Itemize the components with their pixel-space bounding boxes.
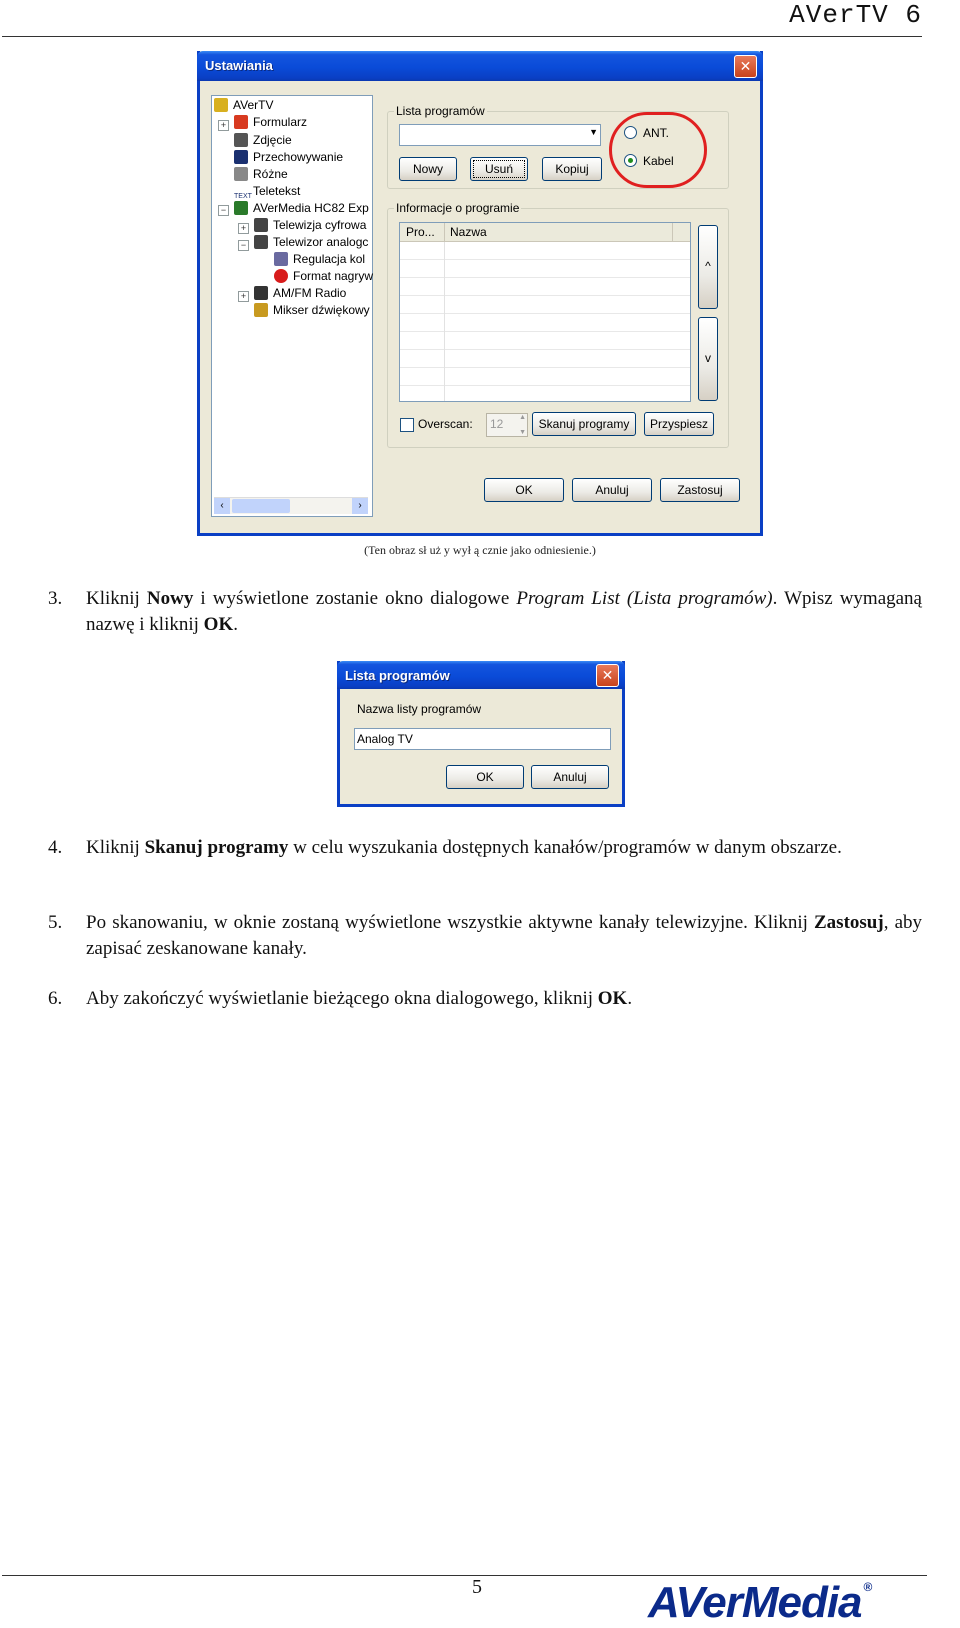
program-table[interactable] (399, 222, 691, 402)
copy-button[interactable]: Kopiuj (542, 157, 602, 181)
scroll-thumb[interactable] (232, 499, 290, 513)
avertv-icon (214, 98, 228, 112)
tree-item-device[interactable] (234, 201, 369, 218)
bold-new: Nowy (146, 588, 194, 609)
table-column-line (444, 242, 445, 402)
tree-item-radio[interactable] (254, 286, 346, 303)
footer-rule (2, 1575, 927, 1576)
overscan-value: 12 (490, 417, 504, 431)
tree-label: Zdjęcie (253, 133, 292, 147)
collapse-icon[interactable]: − (218, 205, 229, 216)
close-icon[interactable]: ✕ (596, 664, 619, 687)
logo-text: AVerMedia (648, 1578, 862, 1627)
text-run: Aby zakończyć wyświetlanie bieżącego okna dialogowego, kliknij (86, 988, 598, 1009)
tree-label: Różne (253, 167, 288, 181)
page-header-title: AVerTV 6 (789, 0, 922, 30)
tree-item-digital-tv[interactable] (254, 218, 366, 235)
teletext-icon: TEXT (234, 193, 252, 200)
step-number: 5. (48, 912, 63, 933)
step-5 (48, 910, 922, 962)
text-run: Kliknij (86, 588, 147, 609)
radio-cable-label: Kabel (643, 154, 674, 168)
delete-button[interactable]: Usuń (470, 157, 528, 181)
scroll-left-icon[interactable]: ‹ (214, 498, 230, 514)
tree-item-mixer[interactable] (254, 303, 370, 320)
italic-program-list: Program List (Lista programów) (516, 588, 773, 609)
text-run: Po skanowaniu, w oknie zostaną wyświetlone wszystkie aktywne kanały telewizyjne. Kliknij (86, 912, 814, 933)
spin-up-icon[interactable]: ▲ (519, 414, 526, 421)
camera-icon (234, 133, 248, 147)
dialog-cancel-button[interactable]: Anuluj (531, 765, 609, 789)
table-header (400, 223, 690, 242)
text-run: . Wpisz wymaganą nazwę i kliknij (86, 588, 922, 635)
name-input-value: Analog TV (357, 732, 413, 746)
tree-item-teletext[interactable] (234, 184, 300, 201)
step-number: 6. (48, 988, 63, 1009)
step-text (86, 910, 922, 962)
radio-icon (254, 286, 268, 300)
tree-item-color[interactable] (274, 252, 365, 269)
registered-mark: ® (863, 1580, 872, 1594)
color-adjust-icon (274, 252, 288, 266)
figure-caption: (Ten obraz sł uż y wył ą cznie jako odniesienie.) (364, 543, 596, 557)
step-number: 3. (48, 588, 63, 609)
text-run: . (233, 614, 238, 635)
text-run: , aby zapisać zeskanowane kanały. (86, 912, 922, 959)
move-down-button[interactable]: v (698, 317, 718, 401)
name-label: Nazwa listy programów (357, 702, 482, 716)
spin-down-icon[interactable]: ▼ (519, 429, 526, 436)
tree-item-analog-tv[interactable] (254, 235, 368, 252)
tree-label: Regulacja kol (293, 252, 366, 266)
step-text (86, 835, 922, 861)
expand-icon[interactable]: + (218, 120, 229, 131)
step-3 (48, 586, 922, 638)
column-separator[interactable] (672, 223, 673, 241)
header-rule (2, 36, 922, 37)
form-icon (234, 115, 248, 129)
step-4 (48, 835, 922, 861)
text-run: w celu wyszukania dostępnych kanałów/programów w danym obszarze. (288, 837, 842, 858)
disk-icon (234, 150, 248, 164)
dialog-ok-button[interactable]: OK (446, 765, 524, 789)
move-up-button[interactable]: ^ (698, 225, 718, 309)
column-header-name[interactable]: Nazwa (450, 225, 487, 239)
tree-label: Telewizja cyfrowa (273, 218, 367, 232)
new-button[interactable]: Nowy (399, 157, 457, 181)
tree-label: Format nagryw (293, 269, 374, 283)
settings-title: Ustawiania (205, 58, 273, 73)
close-icon[interactable]: ✕ (734, 55, 757, 78)
program-info-legend: Informacje o programie (396, 201, 520, 215)
bold-ok: OK (203, 614, 234, 635)
bold-scan: Skanuj programy (144, 837, 289, 858)
settings-titlebar (197, 51, 763, 81)
step-text (86, 586, 922, 638)
step-text (86, 986, 922, 1012)
ok-button[interactable]: OK (484, 478, 564, 502)
scan-programs-button[interactable]: Skanuj programy (532, 412, 636, 436)
program-list-legend: Lista programów (396, 104, 485, 118)
speed-up-button[interactable]: Przyspiesz (644, 412, 714, 436)
scroll-right-icon[interactable]: › (352, 498, 368, 514)
step-number: 4. (48, 837, 63, 858)
dialog-title: Lista programów (345, 668, 450, 683)
radio-ant-label: ANT. (643, 126, 670, 140)
tree-item-record-format[interactable] (274, 269, 373, 286)
overscan-label: Overscan: (418, 417, 473, 431)
text-run: i wyświetlone zostanie okno dialogowe (193, 588, 517, 609)
expand-icon[interactable]: + (238, 223, 249, 234)
tree-label: AVerTV (233, 98, 274, 112)
name-input[interactable] (354, 728, 611, 750)
tree-item-photo[interactable] (234, 133, 292, 150)
bold-ok: OK (597, 988, 628, 1009)
cancel-button[interactable]: Anuluj (572, 478, 652, 502)
chevron-down-icon[interactable]: ▼ (589, 127, 598, 137)
overscan-spinner[interactable] (486, 413, 528, 437)
tree-label: Formularz (253, 115, 308, 129)
highlight-circle (609, 112, 707, 188)
overscan-checkbox[interactable] (400, 418, 414, 432)
settings-window (197, 51, 763, 536)
avermedia-logo (648, 1578, 871, 1628)
page-number: 5 (472, 1576, 482, 1598)
tree-label: Przechowywanie (253, 150, 344, 164)
dialog-titlebar (337, 661, 625, 689)
tree-label: Telewizor analogc (273, 235, 369, 249)
text-run: Kliknij (86, 837, 145, 858)
tree-label: AM/FM Radio (273, 286, 347, 300)
expand-icon[interactable]: + (238, 291, 249, 302)
column-header-pro[interactable]: Pro... (406, 225, 435, 239)
tv-icon (254, 218, 268, 232)
record-icon (274, 269, 288, 283)
tv-icon (254, 235, 268, 249)
tuner-card-icon (234, 201, 248, 215)
tree-label: Mikser dźwiękowy (273, 303, 370, 317)
tree-item-misc[interactable] (234, 167, 288, 184)
settings-tree[interactable] (211, 95, 373, 517)
program-list-dialog (337, 661, 625, 807)
tree-label: Teletekst (253, 184, 301, 198)
column-separator[interactable] (444, 223, 445, 241)
program-list-dropdown[interactable] (399, 124, 601, 146)
tree-label: AVerMedia HC82 Exp (253, 201, 369, 215)
program-info-group (387, 201, 729, 448)
program-list-group (387, 104, 729, 189)
collapse-icon[interactable]: − (238, 240, 249, 251)
tree-item-avertv[interactable] (214, 98, 273, 115)
apply-button[interactable]: Zastosuj (660, 478, 740, 502)
tools-icon (234, 167, 248, 181)
text-run: . (627, 988, 633, 1009)
tree-item-storage[interactable] (234, 150, 343, 167)
speaker-icon (254, 303, 268, 317)
tree-item-form[interactable] (234, 115, 307, 132)
step-6 (48, 986, 922, 1012)
horizontal-scrollbar[interactable] (214, 497, 368, 514)
bold-apply: Zastosuj (814, 912, 884, 933)
